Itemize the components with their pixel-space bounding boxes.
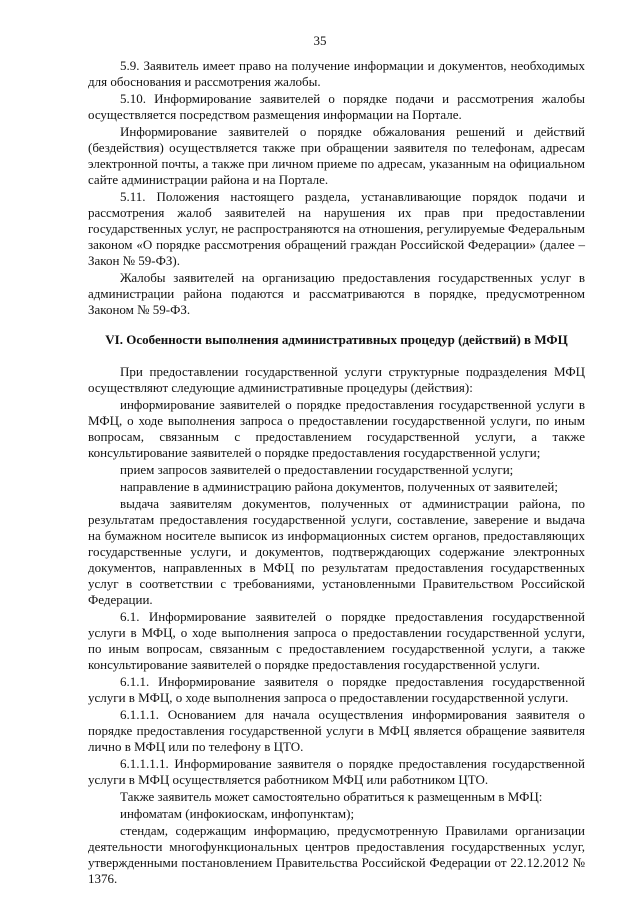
paragraph-5-11: 5.11. Положения настоящего раздела, устанавливающие порядок подачи и рассмотрения жалоб заявителей на нарушения их прав при предоставлении государственных услуг, не распространяются на отношения, регулируемые Федеральным законом «О порядке рассмотрения обращений граждан Российской Федерации» (далее – Закон № 59-ФЗ).	[88, 189, 585, 268]
paragraph-procedure-reception: прием запросов заявителей о предоставлении государственной услуги;	[120, 462, 514, 477]
page-number: 35	[313, 33, 327, 48]
paragraph-procedure-forwarding: направление в администрацию района документов, полученных от заявителей;	[120, 479, 558, 494]
paragraph-informing-appeal: Информирование заявителей о порядке обжалования решений и действий (бездействия) осуществляется также при обращении заявителя по телефонам, адресам электронной почты, а также при личном приеме по адресам, указанным на официальном сайте администрации района и на Портале.	[88, 124, 585, 187]
paragraph-6-1: 6.1. Информирование заявителей о порядке предоставления государственной услуги в МФЦ, о ходе выполнения запроса о предоставлении государственной услуги, по иным вопросам, связанным с предоставлением государственной услуги, а также консультирование заявителей о порядке предоставления государственной услуги.	[88, 609, 585, 672]
paragraph-6-1-1-1-1: 6.1.1.1.1. Информирование заявителя о порядке предоставления государственной услуги в МФЦ осуществляется работником МФЦ или работником ЦТО.	[88, 756, 585, 787]
paragraph-complaints-59fz: Жалобы заявителей на организацию предоставления государственных услуг в администрации района подаются и рассматриваются в порядке, предусмотренном Законом № 59-ФЗ.	[88, 270, 585, 317]
section-heading: VI. Особенности выполнения административных процедур (действий) в МФЦ	[105, 332, 568, 347]
paragraph-mfc-procedures: При предоставлении государственной услуги структурные подразделения МФЦ осуществляют следующие административные процедуры (действия):	[88, 364, 585, 395]
paragraph-5-9: 5.9. Заявитель имеет право на получение информации и документов, необходимых для обоснования и рассмотрения жалобы.	[88, 58, 585, 89]
paragraph-procedure-issuance: выдача заявителям документов, полученных от администрации района, по результатам предоставления государственной услуги, составление, заверение и выдача на бумажном носителе выписок из информационных систем органов, предоставляющих государственные услуги, и документов, подтверждающих содержание электронных документов, направленных в МФЦ по результатам предоставления государственных услуг в соответствии с требованиями, установленными Правительством Российской Федерации.	[88, 496, 585, 607]
paragraph-infomats: инфоматам (инфокиоскам, инфопунктам);	[120, 806, 355, 821]
paragraph-procedure-informing: информирование заявителей о порядке предоставления государственной услуги в МФЦ, о ходе выполнения запроса о предоставлении государственной услуги, по иным вопросам, связанным с предоставлением государственной услуги, а также консультирование заявителей о порядке предоставления государственной услуги;	[88, 397, 585, 460]
paragraph-stands: стендам, содержащим информацию, предусмотренную Правилами организации деятельности многофункциональных центров предоставления государственных услуг, утвержденными постановлением Правительства Российской Федерации от 22.12.2012 № 1376.	[88, 823, 585, 886]
paragraph-6-1-1: 6.1.1. Информирование заявителя о порядке предоставления государственной услуги в МФЦ, о ходе выполнения запроса о предоставлении государственной услуги.	[88, 674, 585, 705]
document-body	[88, 58, 585, 888]
paragraph-self-service: Также заявитель может самостоятельно обратиться к размещенным в МФЦ:	[120, 789, 543, 804]
paragraph-6-1-1-1: 6.1.1.1. Основанием для начала осуществления информирования заявителя о порядке предоставления государственной услуги в МФЦ является обращение заявителя лично в МФЦ или по телефону в ЦТО.	[88, 707, 585, 754]
paragraph-5-10: 5.10. Информирование заявителей о порядке подачи и рассмотрения жалобы осуществляется посредством размещения информации на Портале.	[88, 91, 585, 122]
